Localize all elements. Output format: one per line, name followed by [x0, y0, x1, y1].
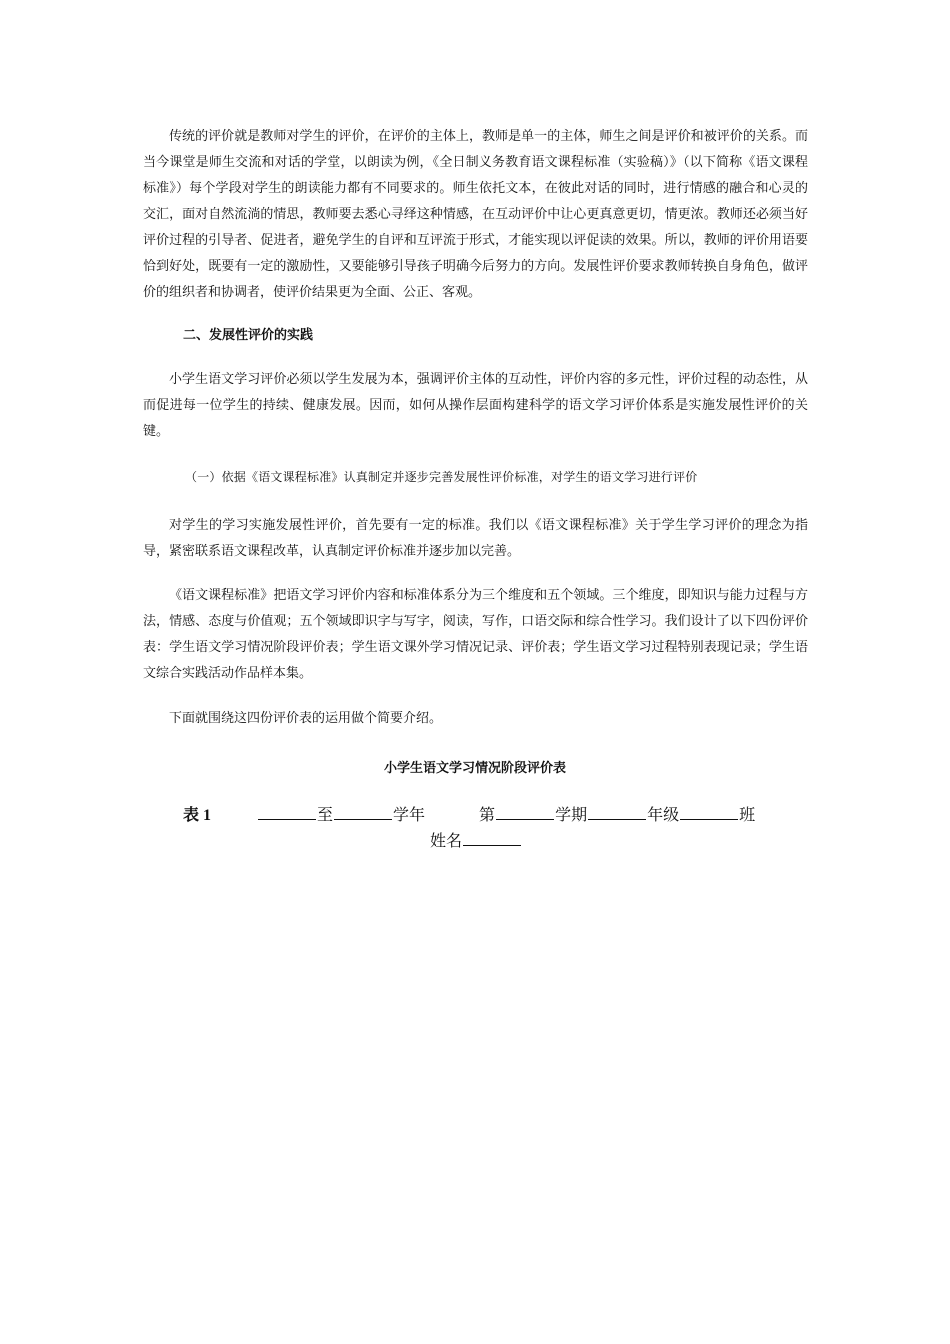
semester-label: 学期 [555, 807, 588, 824]
form-name-row [430, 828, 522, 851]
paragraph-evaluation-standards: 对学生的学习实施发展性评价，首先要有一定的标准。我们以《语文课程标准》关于学生学习评价的理念为指导，紧密联系语文课程改革，认真制定评价标准并逐步加以完善。 [143, 518, 808, 559]
subsection-heading-standards: （一）依据《语文课程标准》认真制定并逐步完善发展性评价标准，对学生的语文学习进行评价 [185, 470, 698, 484]
class-blank [680, 803, 738, 820]
grade-label: 年级 [647, 807, 680, 824]
grade-blank [588, 803, 646, 820]
paragraph-student-development: 小学生语文学习评价必须以学生发展为本，强调评价主体的互动性，评价内容的多元性，评价过程的动态性，从而促进每一位学生的持续、健康发展。因而，如何从操作层面构建科学的语文学习评价体系是实施发展性评价的关键。 [143, 372, 808, 439]
form-header-row [183, 802, 755, 825]
end-year-blank [334, 803, 392, 820]
start-year-blank [258, 803, 316, 820]
school-year-label: 学年 [393, 807, 426, 824]
to-label: 至 [317, 807, 334, 824]
section-heading-practice: 二、发展性评价的实践 [183, 328, 314, 343]
table-label: 表 1 [183, 807, 212, 824]
paragraph-introduction: 下面就围绕这四份评价表的运用做个简要介绍。 [169, 711, 443, 726]
name-label: 姓名 [430, 833, 463, 850]
ordinal-label: 第 [479, 807, 496, 824]
paragraph-curriculum-dimensions: 《语文课程标准》把语文学习评价内容和标准体系分为三个维度和五个领域。三个维度，即知识与能力过程与方法，情感、态度与价值观；五个领域即识字与写字，阅读，写作，口语交际和综合性学习。我们设计了以下四份评价表：学生语文学习情况阶段评价表；学生语文课外学习情况记录、评价表；学生语文学习过程特别表现记录；学生语文综合实践活动作品样本集。 [143, 588, 808, 681]
name-blank [463, 829, 521, 846]
class-label: 班 [739, 807, 756, 824]
semester-blank [496, 803, 554, 820]
paragraph-traditional-evaluation: 传统的评价就是教师对学生的评价，在评价的主体上，教师是单一的主体，师生之间是评价和被评价的关系。而当今课堂是师生交流和对话的学堂，以朗读为例，《全日制义务教育语文课程标准（实验稿）》（以下简称《语文课程标准》）每个学段对学生的朗读能力都有不同要求的。师生依托文本，在彼此对话的同时，进行情感的融合和心灵的交汇，面对自然流淌的情思，教师要去悉心寻绎这种情感，在互动评价中让心更真意更切，情更浓。教师还必须当好评价过程的引导者、促进者，避免学生的自评和互评流于形式，才能实现以评促读的效果。所以，教师的评价用语要恰到好处，既要有一定的激励性，又要能够引导孩子明确今后努力的方向。发展性评价要求教师转换自身角色，做评价的组织者和协调者，使评价结果更为全面、公正、客观。 [143, 129, 808, 300]
table-title: 小学生语文学习情况阶段评价表 [383, 761, 566, 776]
